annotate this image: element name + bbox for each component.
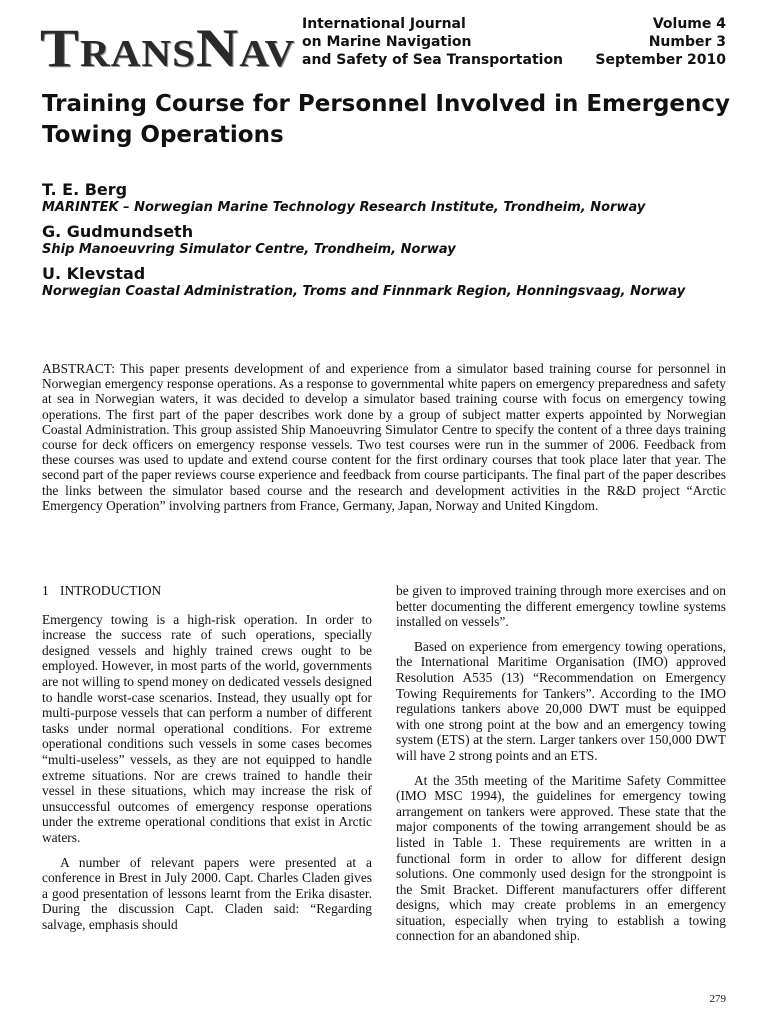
author-affiliation: Ship Manoeuvring Simulator Centre, Trondheim, Norway — [42, 242, 456, 257]
abstract: ABSTRACT: This paper presents development of and experience from a simulator based training course for personnel in Norwegian emergency response operations. As a response to governmental white papers on emergency preparedness and safety at sea in Norwegian waters, it was decided to develop a simulator based training course with focus on emergency towing operations. The first part of the paper describes work done by a group of subject matter experts appointed by Norwegian Coastal Administration. This group assisted Ship Manoeuvring Simulator Centre to specify the content of a three days training course for deck officers on emergency response vessels. Two test courses were run in the summer of 2006. Feedback from these courses was used to update and extend course content for the first ordinary courses that took place later that year. The second part of the paper reviews course experience and feedback from course participants. The final part of the paper describes the links between the simulator based course and the research and development activities in the R&D project “Arctic Emergency Operation” involving partners from France, Germany, Japan, Norway and United Kingdom. — [42, 361, 726, 513]
journal-name-line: International Journal — [302, 16, 466, 32]
number: Number 3 — [648, 34, 726, 50]
logo-letters: RANS — [79, 33, 197, 75]
section-heading — [42, 583, 372, 599]
paper-title: Training Course for Personnel Involved in Emergency Towing Operations — [42, 91, 731, 148]
author-name: G. Gudmundseth — [42, 222, 194, 241]
page-number: 279 — [709, 993, 726, 1005]
paragraph: Emergency towing is a high-risk operation. In order to increase the success rate of such operations, specially designed vessels and highly trained crews ought to be employed. However, in most parts of the world, governments are not willing to spend money on dedicated vessels designed to handle worst-case scenarios. Instead, they usually opt for multi-purpose vessels that can perform a number of different tasks under normal operational conditions. For extreme operational conditions such vessels in some cases becomes “multi-useless” vessels, as they are not equipped to handle extreme situations. Nor are crews trained to handle their vessel in these situations, which may increase the risk of unsuccessful outcomes of emergency response operations under the extreme operational conditions that exist in Arctic waters. — [42, 611, 372, 845]
section-number: 1 — [42, 583, 49, 598]
author-affiliation: Norwegian Coastal Administration, Troms and Finnmark Region, Honningsvaag, Norway — [42, 284, 686, 299]
author-affiliation: MARINTEK – Norwegian Marine Technology Research Institute, Trondheim, Norway — [42, 200, 646, 215]
author-name: T. E. Berg — [42, 180, 128, 199]
logo-letter: T — [40, 18, 80, 78]
paragraph: A number of relevant papers were presented at a conference in Brest in July 2000. Capt. Charles Claden gives a good presentation of lessons learnt from the Erika disaster. During the discussion Capt. Claden said: “Regarding salvage, emphasis should — [42, 854, 372, 932]
issue-date: September 2010 — [595, 52, 726, 68]
paragraph: At the 35th meeting of the Maritime Safety Committee (IMO MSC 1994), the guidelines for emergency towing arrangement on tankers were approved. These state that the major components of the towing arrangement should be as listed in Table 1. These requirements are written in a functional form in order to allow for different design solutions. One commonly used design for the strongpoint is the Smit Bracket. Different manufacturers offer different designs, which may create problems in an emergency situation, especially when trying to establish a towing connection for an abandoned ship. — [396, 772, 726, 944]
journal-logo — [40, 17, 296, 79]
volume: Volume 4 — [652, 16, 726, 32]
journal-name — [302, 15, 563, 69]
author-name: U. Klevstad — [42, 264, 146, 283]
issue-info — [595, 15, 726, 69]
journal-name-line: and Safety of Sea Transportation — [302, 52, 564, 68]
body-column-right — [396, 583, 726, 953]
logo-letters: AV — [239, 33, 296, 75]
logo-letter: N — [196, 18, 240, 78]
author-list — [42, 180, 742, 306]
paragraph: be given to improved training through more exercises and on better documenting the different emergency towline systems installed on vessels”. — [396, 583, 726, 630]
body-column-left — [42, 583, 372, 941]
journal-name-line: on Marine Navigation — [302, 34, 472, 50]
section-title: INTRODUCTION — [60, 583, 162, 598]
paragraph: Based on experience from emergency towing operations, the International Maritime Organisation (IMO) approved Resolution A535 (13) “Recommendation on Emergency Towing Requirements for Tankers”. According to the IMO regulations tankers above 20,000 DWT must be equipped with one strong point at the bow and an emergency towing system (ETS) at the stern. Larger tankers over 150,000 DWT will have 2 strong points and an ETS. — [396, 638, 726, 763]
